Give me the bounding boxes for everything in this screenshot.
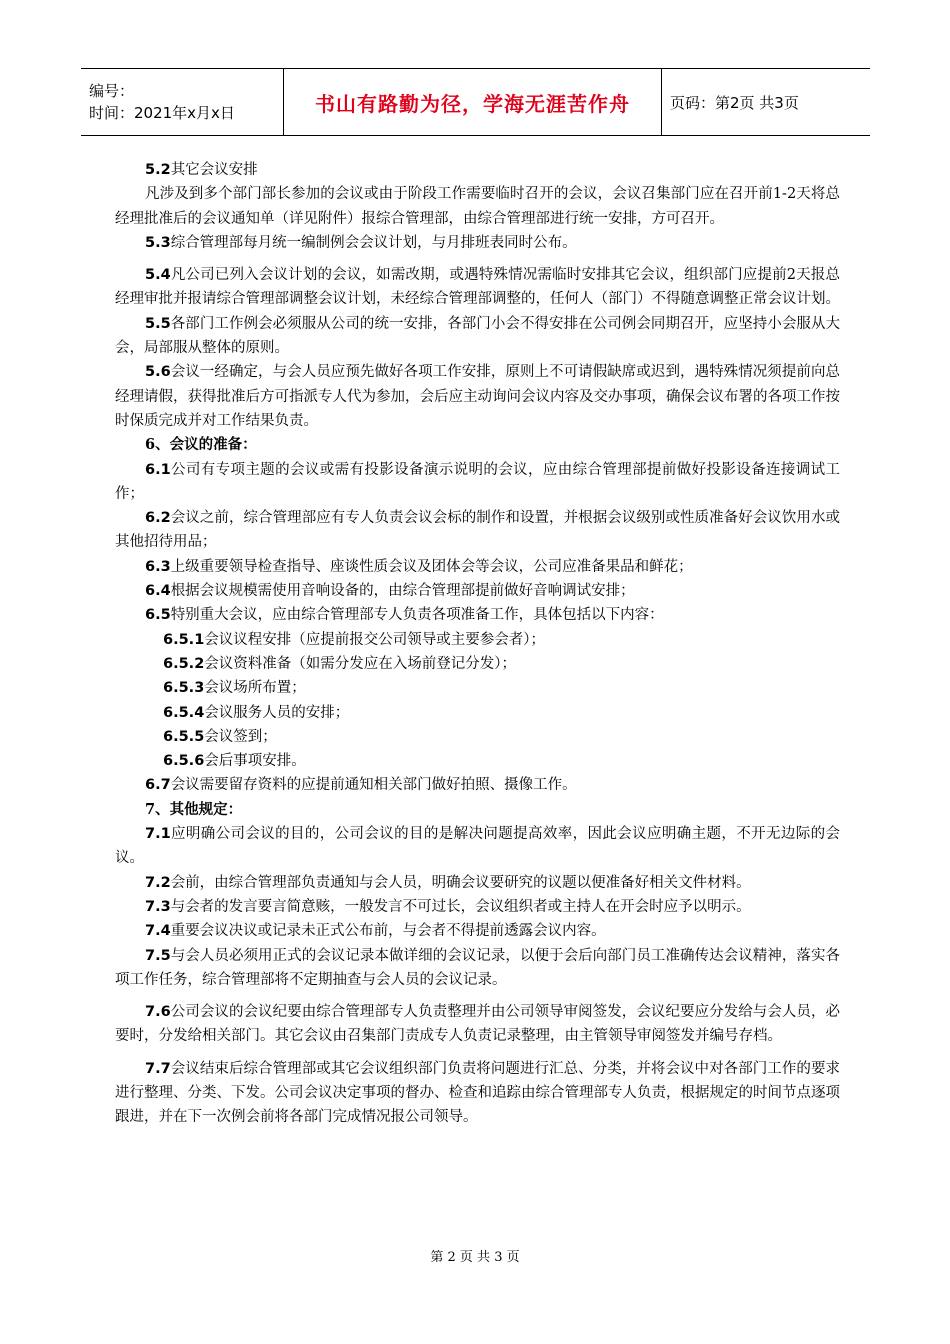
document-time: 时间：2021年x月x日 (89, 104, 235, 122)
motto: 书山有路勤为径，学海无涯苦作舟 (315, 91, 630, 116)
header-info (81, 69, 284, 135)
header-motto-cell (284, 69, 662, 135)
paragraph: 6.7会议需要留存资料的应提前通知相关部门做好拍照、摄像工作。 (145, 777, 577, 794)
paragraph: 6.2会议之前，综合管理部应有专人负责会议会标的制作和设置，并根据会议级别或性质准备好会议饮用水或其他招待用品； (115, 510, 840, 551)
paragraph: 7.4重要会议决议或记录未正式公布前，与会者不得提前透露会议内容。 (145, 923, 606, 940)
paragraph: 5.6会议一经确定，与会人员应预先做好各项工作安排，原则上不可请假缺席或迟到，遇特殊情况须提前向总经理请假，获得批准后方可指派专人代为参加，会后应主动询问会议内容及交办事项，确保会议布署的各项工作按时保质完成并对工作结果负责。 (115, 364, 840, 429)
sub-item: 6.5.1会议议程安排（应提前报交公司领导或主要参会者）； (163, 631, 546, 648)
paragraph: 6.4根据会议规模需使用音响设备的，由综合管理部提前做好音响调试安排； (145, 583, 635, 600)
paragraph: 6.3上级重要领导检查指导、座谈性质会议及团体会等会议，公司应准备果品和鲜花； (145, 558, 693, 575)
paragraph: 7.2会前，由综合管理部负责通知与会人员，明确会议要研究的议题以便准备好相关文件材料。 (145, 874, 751, 891)
paragraph: 6.5特别重大会议，应由综合管理部专人负责各项准备工作，具体包括以下内容： (145, 607, 664, 624)
paragraph: 7.6公司会议的会议纪要由综合管理部专人负责整理并由公司领导审阅签发，会议纪要应分发给与会人员，必要时，分发给相关部门。其它会议由召集部门责成专人负责记录整理，由主管领导审阅签发并编号存档。 (115, 1004, 840, 1045)
paragraph: 5.2其它会议安排 (145, 162, 258, 178)
sub-item: 6.5.4会议服务人员的安排； (163, 704, 350, 721)
section-heading: 6、会议的准备： (145, 436, 257, 454)
section-heading: 7、其他规定： (145, 800, 243, 818)
document-number: 编号： (89, 82, 135, 100)
sub-item: 6.5.6会后事项安排。 (163, 753, 306, 770)
paragraph: 7.3与会者的发言要言简意赅，一般发言不可过长，会议组织者或主持人在开会时应予以明示。 (145, 898, 751, 915)
paragraph: 凡涉及到多个部门部长参加的会议或由于阶段工作需要临时召开的会议，会议召集部门应在召开前1-2天将总经理批准后的会议通知单（详见附件）报综合管理部，由综合管理部进行统一安排，方可召开。 (115, 186, 840, 227)
paragraph: 6.1公司有专项主题的会议或需有投影设备演示说明的会议，应由综合管理部提前做好投影设备连接调试工作； (115, 461, 840, 502)
header-page-cell (662, 69, 870, 135)
sub-item: 6.5.5会议签到； (163, 728, 277, 745)
paragraph: 7.5与会人员必须用正式的会议记录本做详细的会议记录，以便于会后向部门员工准确传达会议精神，落实各项工作任务，综合管理部将不定期抽查与会人员的会议记录。 (115, 947, 840, 988)
sub-item: 6.5.3会议场所布置； (163, 680, 306, 697)
paragraph: 7.1应明确公司会议的目的，公司会议的目的是解决问题提高效率，因此会议应明确主题，不开无边际的会议。 (115, 826, 840, 867)
paragraph: 7.7会议结束后综合管理部或其它会议组织部门负责将问题进行汇总、分类，并将会议中对各部门工作的要求进行整理、分类、下发。公司会议决定事项的督办、检查和追踪由综合管理部专人负责，根据规定的时间节点逐项跟进，并在下一次例会前将各部门完成情况报公司领导。 (115, 1060, 840, 1126)
paragraph: 5.3综合管理部每月统一编制例会会议计划，与月排班表同时公布。 (145, 234, 577, 251)
document-body (115, 158, 840, 1130)
page-number: 页码：第2页 共3页 (670, 93, 799, 112)
page-footer: 第 2 页 共 3 页 (430, 1250, 520, 1265)
sub-item: 6.5.2会议资料准备（如需分发应在入场前登记分发）； (163, 655, 517, 672)
paragraph: 5.5各部门工作例会必须服从公司的统一安排，各部门小会不得安排在公司例会同期召开，应坚持小会服从大会，局部服从整体的原则。 (115, 315, 840, 357)
paragraph: 5.4凡公司已列入会议计划的会议，如需改期，或遇特殊情况需临时安排其它会议，组织部门应提前2天报总经理审批并报请综合管理部调整会议计划，未经综合管理部调整的，任何人（部门）不得随意调整正常会议计划。 (115, 267, 840, 308)
page-header (81, 68, 870, 136)
